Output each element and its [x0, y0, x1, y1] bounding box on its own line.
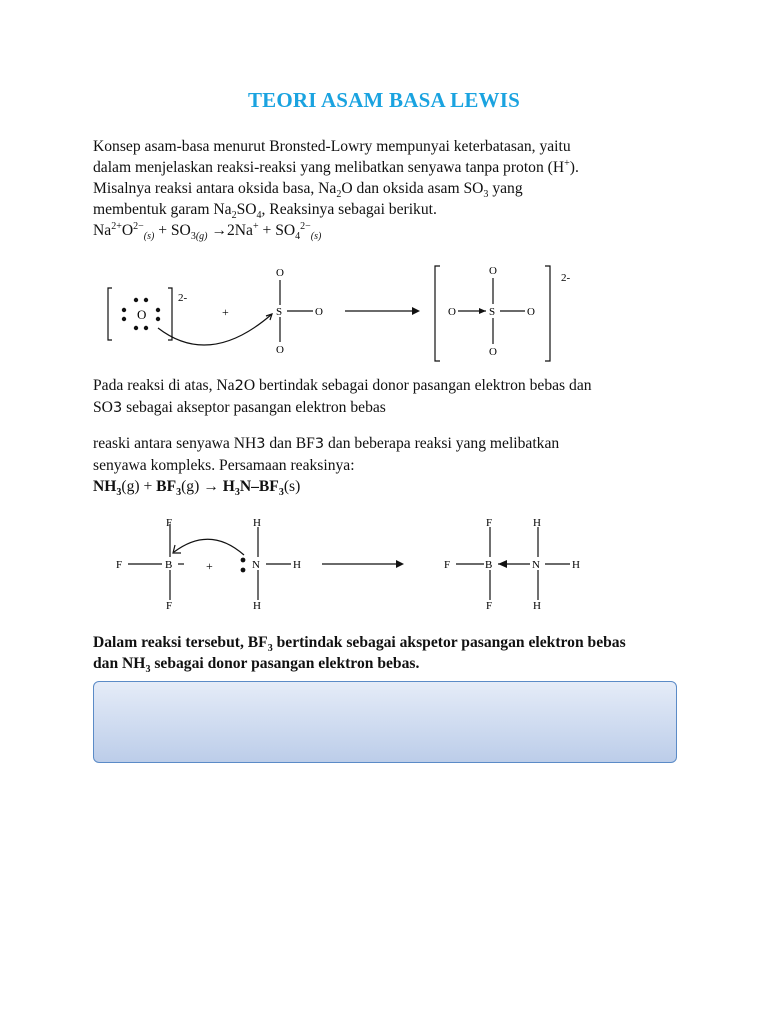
svg-text:H: H [533, 517, 541, 529]
intro-paragraph [93, 136, 693, 241]
svg-text:F: F [166, 517, 173, 529]
intro-line-1: Konsep asam-basa menurut Bronsted-Lowry mempunyai keterbatasan, yaitu [93, 138, 571, 155]
svg-text:O: O [489, 346, 497, 358]
svg-text:H: H [253, 517, 261, 529]
svg-text:F: F [444, 559, 451, 571]
svg-text:H: H [572, 559, 580, 571]
svg-text:H: H [293, 559, 301, 571]
svg-text:O: O [448, 306, 456, 318]
product-charge: 2- [561, 272, 571, 284]
product-nitrogen-atom: N [532, 559, 540, 571]
bf3-nh3-reaction-diagram [110, 510, 600, 616]
na2o-explanation-line-2: SO3 sebagai akseptor pasangan elektron bebas [93, 399, 386, 416]
nitrogen-atom: N [252, 559, 260, 571]
bf3-explanation [93, 632, 693, 674]
nh3-bf3-paragraph [93, 433, 693, 497]
electron-pair-curved-arrow [158, 314, 272, 345]
product-sulfur-atom: S [489, 306, 496, 318]
boron-atom: B [165, 559, 173, 571]
na2o-so3-reaction-diagram [100, 258, 600, 368]
bracket-right-open [435, 266, 440, 361]
intro-line-4: membentuk garam $Na_2SO_4$, Reaksinya sebagai berikut. [93, 201, 437, 222]
svg-text:O: O [527, 306, 535, 318]
intro-line-3: Misalnya reaksi antara oksida basa, $Na_2O$ dan oksida asam $SO_3$ yang [93, 180, 523, 201]
sulfur-atom: S [276, 306, 283, 318]
bf3-explanation-line-2: dan $NH_3$ sebagai donor pasangan elektron bebas. [93, 655, 420, 676]
bracket-right-close [545, 266, 550, 361]
bracket-left-open [108, 288, 112, 340]
na2o-explanation-line-1: Pada reaksi di atas, Na2O bertindak sebagai donor pasangan elektron bebas dan [93, 377, 592, 394]
reaction-equation-1: $Na^{2+}O^{2-}_{(s)} + SO_{3(g)} \to 2Na^+ + SO_4^{2-}_{(s)}$ [93, 220, 322, 243]
nh3-bf3-line-1: reaski antara senyawa NH3 dan BF3 dan beberapa reaksi yang melibatkan [93, 435, 560, 452]
bracket-left-close [168, 288, 172, 340]
plus-sign-2: + [206, 559, 213, 573]
na2o-explanation [93, 375, 693, 419]
product-boron-atom: B [485, 559, 493, 571]
svg-text:H: H [253, 600, 261, 612]
svg-text:O: O [276, 344, 284, 356]
nitrogen-lone-pair [241, 558, 246, 573]
oxide-ion-o: O [137, 307, 147, 322]
svg-text:O: O [315, 306, 323, 318]
plus-sign: + [222, 305, 229, 319]
electron-pair-curved-arrow-2 [174, 539, 244, 555]
empty-gradient-box [93, 681, 677, 763]
intro-line-2: dalam menjelaskan reaksi-reaksi yang melibatkan senyawa tanpa proton (H+). [93, 157, 579, 176]
oxide-charge: 2- [178, 292, 188, 304]
page-title: TEORI ASAM BASA LEWIS [247, 88, 521, 112]
svg-text:H: H [533, 600, 541, 612]
svg-text:F: F [166, 600, 173, 612]
svg-text:F: F [486, 517, 493, 529]
bf3-explanation-line-1: Dalam reaksi tersebut, $BF_3$ bertindak sebagai akspetor pasangan elektron bebas [93, 634, 626, 655]
reaction-equation-2: $NH_3(g) + BF_3(g) \to H_3N-BF_3(s)$ [93, 478, 301, 499]
svg-text:F: F [486, 600, 493, 612]
svg-text:O: O [489, 265, 497, 277]
svg-text:F: F [116, 559, 123, 571]
svg-text:O: O [276, 267, 284, 279]
nh3-bf3-line-2: senyawa kompleks. Persamaan reaksinya: [93, 457, 355, 474]
